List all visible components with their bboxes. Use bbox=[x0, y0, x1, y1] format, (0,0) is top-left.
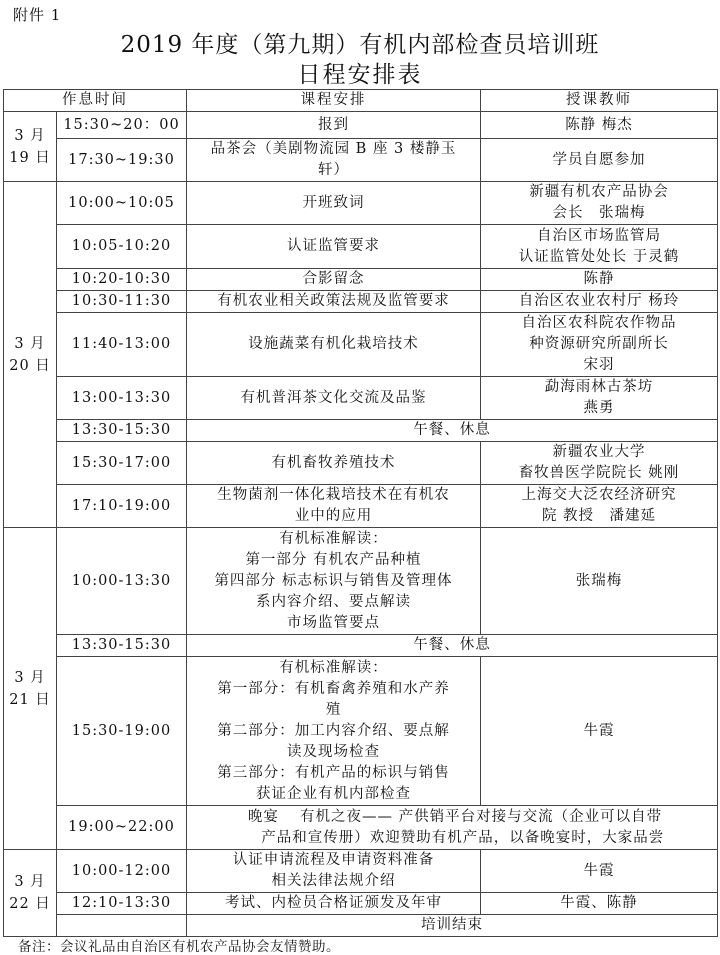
course-line: 市场监管要点 bbox=[287, 614, 380, 631]
table-row bbox=[4, 377, 718, 420]
date-month: 3 月 bbox=[14, 874, 46, 890]
time-cell: 13:30-15:30 bbox=[57, 420, 187, 442]
course-cell: 认证监管要求 bbox=[187, 225, 481, 269]
document-title: 2019 年度（第九期）有机内部检查员培训班 bbox=[120, 32, 600, 58]
break-cell: 午餐、休息 bbox=[187, 420, 718, 442]
date-month: 3 月 bbox=[14, 669, 46, 686]
time-cell: 10:00-13:30 bbox=[57, 528, 187, 635]
course-cell bbox=[187, 657, 481, 806]
table-row bbox=[4, 806, 718, 850]
teacher-line: 燕勇 bbox=[583, 400, 615, 416]
teacher-cell: 自治区农业农村厅 杨玲 bbox=[481, 291, 718, 313]
teacher-cell: 陈静 bbox=[481, 269, 718, 291]
course-line: 生物菌剂一体化栽培技术在有机农 bbox=[217, 487, 450, 503]
teacher-line: 院 教授 潘建延 bbox=[541, 508, 657, 524]
course-cell: 报到 bbox=[187, 112, 481, 139]
table-row bbox=[4, 635, 718, 657]
table-row bbox=[4, 420, 718, 442]
teacher-line: 认证监管处处长 于灵鹤 bbox=[518, 248, 680, 265]
date-day: 21 日 bbox=[9, 691, 51, 708]
date-cell-day2 bbox=[4, 182, 57, 528]
course-line: 第一部分 有机农产品种植 bbox=[245, 551, 422, 568]
time-cell: 15:30~20：00 bbox=[57, 112, 187, 139]
table-header-row bbox=[4, 90, 718, 112]
course-cell bbox=[187, 528, 481, 635]
header-course: 课程安排 bbox=[187, 90, 481, 112]
course-line: 品茶会（美剧物流园 B 座 3 楼静玉 bbox=[210, 141, 457, 157]
table-row bbox=[4, 313, 718, 377]
course-cell bbox=[187, 485, 481, 528]
table-row bbox=[4, 528, 718, 635]
teacher-cell bbox=[481, 442, 718, 485]
course-line: 第一部分：有机畜禽养殖和水产养 bbox=[217, 680, 450, 697]
time-cell: 10:05-10:20 bbox=[57, 225, 187, 269]
teacher-cell bbox=[481, 377, 718, 420]
table-row bbox=[4, 112, 718, 139]
course-line: 读及现场检查 bbox=[287, 743, 380, 760]
time-cell bbox=[57, 915, 187, 937]
teacher-line: 新疆有机农产品协会 bbox=[529, 184, 669, 200]
course-line: 系内容介绍、要点解读 bbox=[256, 593, 411, 610]
teacher-line: 自治区农科院农作物品 bbox=[521, 315, 677, 331]
end-cell: 培训结束 bbox=[187, 915, 718, 937]
teacher-cell bbox=[481, 225, 718, 269]
banquet-line: 晚宴 有机之夜—— 产供销平台对接与交流（企业可以自带 bbox=[247, 808, 663, 825]
time-cell: 15:30-19:00 bbox=[57, 657, 187, 806]
teacher-cell: 牛霞 bbox=[481, 850, 718, 893]
course-cell: 有机畜牧养殖技术 bbox=[187, 442, 481, 485]
course-line: 有机标准解读： bbox=[279, 530, 388, 547]
attachment-label: 附件 1 bbox=[13, 6, 62, 24]
date-day: 19 日 bbox=[9, 149, 51, 166]
course-line: 轩） bbox=[318, 162, 349, 178]
time-cell: 13:00-13:30 bbox=[57, 377, 187, 420]
time-cell: 11:40-13:00 bbox=[57, 313, 187, 377]
course-cell: 开班致词 bbox=[187, 182, 481, 225]
teacher-cell: 学员自愿参加 bbox=[481, 139, 718, 182]
date-day: 20 日 bbox=[9, 357, 51, 374]
teacher-line: 种资源研究所副所长 bbox=[529, 336, 669, 352]
time-cell: 19:00~22:00 bbox=[57, 806, 187, 850]
table-row bbox=[4, 291, 718, 313]
table-row bbox=[4, 915, 718, 937]
header-time: 作息时间 bbox=[4, 90, 187, 112]
date-cell-day3 bbox=[4, 528, 57, 850]
time-cell: 10:00~10:05 bbox=[57, 182, 187, 225]
table-row bbox=[4, 182, 718, 225]
table-row bbox=[4, 225, 718, 269]
course-line: 有机标准解读： bbox=[279, 659, 388, 676]
teacher-line: 勐海雨林古茶坊 bbox=[544, 379, 654, 395]
course-line: 认证申请流程及申请资料准备 bbox=[232, 852, 435, 868]
time-cell: 12:10-13:30 bbox=[57, 893, 187, 915]
footnote: 备注：会议礼品由自治区有机农产品协会友情赞助。 bbox=[18, 939, 340, 955]
course-line: 业中的应用 bbox=[294, 508, 373, 524]
table-row bbox=[4, 850, 718, 893]
time-cell: 17:10-19:00 bbox=[57, 485, 187, 528]
time-cell: 10:20-10:30 bbox=[57, 269, 187, 291]
date-cell-day4 bbox=[4, 850, 57, 937]
banquet-line: 产品和宣传册）欢迎赞助有机产品，以备晚宴时，大家品尝 bbox=[245, 829, 665, 846]
table-row bbox=[4, 657, 718, 806]
course-cell: 有机普洱茶文化交流及品鉴 bbox=[187, 377, 481, 420]
time-cell: 17:30~19:30 bbox=[57, 139, 187, 182]
time-cell: 15:30-17:00 bbox=[57, 442, 187, 485]
course-cell: 有机农业相关政策法规及监管要求 bbox=[187, 291, 481, 313]
time-cell: 13:30-15:30 bbox=[57, 635, 187, 657]
teacher-line: 宋羽 bbox=[583, 357, 615, 373]
course-line: 相关法律法规介绍 bbox=[271, 873, 396, 889]
course-cell bbox=[187, 139, 481, 182]
course-cell: 考试、内检员合格证颁发及年审 bbox=[187, 893, 481, 915]
teacher-cell bbox=[481, 182, 718, 225]
table-row bbox=[4, 269, 718, 291]
teacher-line: 上海交大泛农经济研究 bbox=[521, 487, 677, 503]
course-line: 第三部分：有机产品的标识与销售 bbox=[217, 764, 450, 781]
table-row bbox=[4, 893, 718, 915]
header-teacher: 授课教师 bbox=[481, 90, 718, 112]
course-cell bbox=[187, 850, 481, 893]
course-line: 第二部分：加工内容介绍、要点解 bbox=[217, 722, 450, 739]
teacher-cell: 陈静 梅杰 bbox=[481, 112, 718, 139]
time-cell: 10:30-11:30 bbox=[57, 291, 187, 313]
teacher-line: 畜牧兽医学院院长 姚刚 bbox=[518, 465, 680, 481]
break-cell: 午餐、休息 bbox=[187, 635, 718, 657]
schedule-table bbox=[3, 89, 718, 937]
date-month: 3 月 bbox=[14, 127, 46, 144]
teacher-cell bbox=[481, 485, 718, 528]
table-row bbox=[4, 485, 718, 528]
document-subtitle: 日程安排表 bbox=[297, 62, 423, 88]
course-cell: 设施蔬菜有机化栽培技术 bbox=[187, 313, 481, 377]
table-row bbox=[4, 442, 718, 485]
time-cell: 10:00-12:00 bbox=[57, 850, 187, 893]
course-line: 第四部分 标志标识与销售及管理体 bbox=[214, 572, 453, 589]
teacher-cell: 牛霞 bbox=[481, 657, 718, 806]
table-row bbox=[4, 139, 718, 182]
teacher-cell bbox=[481, 313, 718, 377]
banquet-cell bbox=[187, 806, 718, 850]
teacher-line: 自治区市场监管局 bbox=[537, 227, 661, 244]
teacher-line: 会长 张瑞梅 bbox=[552, 205, 646, 221]
course-cell: 合影留念 bbox=[187, 269, 481, 291]
teacher-line: 新疆农业大学 bbox=[552, 444, 646, 460]
date-month: 3 月 bbox=[14, 335, 46, 352]
teacher-cell: 牛霞、陈静 bbox=[481, 893, 718, 915]
course-line: 获证企业有机内部检查 bbox=[256, 785, 411, 802]
course-line: 殖 bbox=[325, 701, 342, 718]
teacher-cell: 张瑞梅 bbox=[481, 528, 718, 635]
date-day: 22 日 bbox=[9, 896, 51, 912]
date-cell-day1 bbox=[4, 112, 57, 182]
